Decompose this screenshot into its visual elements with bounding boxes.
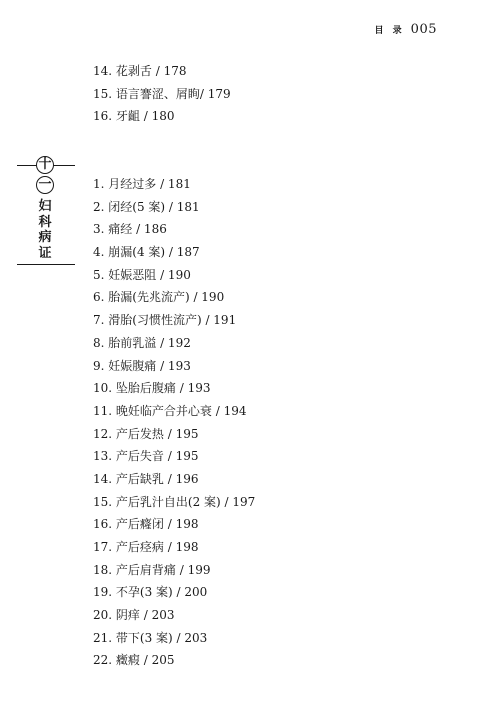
toc-entry: 20. 阴痒 / 203 — [93, 608, 175, 623]
toc-list-continued — [93, 60, 231, 128]
header-label: 目 录 — [374, 26, 405, 36]
page-header — [375, 22, 437, 37]
toc-entry: 5. 妊娠恶阻 / 190 — [93, 267, 191, 282]
toc-entry: 1. 月经过多 / 181 — [93, 177, 191, 191]
section-title: 妇科病证 — [38, 199, 52, 261]
toc-entry: 6. 胎漏(先兆流产) / 190 — [93, 290, 225, 305]
toc-entry: 12. 产后发热 / 195 — [93, 426, 199, 441]
toc-entry: 9. 妊娠腹痛 / 193 — [93, 358, 191, 373]
section-number-bottom: 一 — [36, 176, 54, 194]
toc-entry: 2. 闭经(5 案) / 181 — [93, 199, 200, 214]
section-heading — [17, 154, 75, 266]
toc-entry: 16. 产后癃闭 / 198 — [93, 517, 199, 532]
toc-entry: 13. 产后失音 / 195 — [93, 449, 199, 464]
section-rule-bottom — [17, 264, 75, 265]
section-number-top: 十 — [36, 156, 54, 174]
toc-entry: 15. 语言謇涩、屑眴/ 179 — [93, 86, 231, 101]
toc-entry: 11. 晚妊临产合并心衰 / 194 — [93, 403, 247, 418]
toc-entry: 7. 滑胎(习惯性流产) / 191 — [93, 313, 237, 328]
toc-entry: 21. 带下(3 案) / 203 — [93, 630, 208, 645]
toc-entry: 4. 崩漏(4 案) / 187 — [93, 245, 200, 260]
toc-entry: 14. 花剥舌 / 178 — [93, 64, 187, 78]
toc-entry: 16. 牙齟 / 180 — [93, 109, 175, 124]
toc-entry: 14. 产后缺乳 / 196 — [93, 471, 199, 486]
toc-entry: 17. 产后痉病 / 198 — [93, 540, 199, 554]
page-number: 005 — [410, 22, 437, 37]
toc-entry: 15. 产后乳汁自出(2 案) / 197 — [93, 494, 256, 509]
toc-entry: 18. 产后肩背痛 / 199 — [93, 562, 211, 577]
toc-entry: 3. 痛经 / 186 — [93, 222, 167, 237]
toc-entry: 10. 坠胎后腹痛 / 193 — [93, 381, 211, 396]
toc-entry: 8. 胎前乳溢 / 192 — [93, 335, 191, 350]
toc-entry: 22. 癥瘕 / 205 — [93, 653, 175, 668]
toc-entry: 19. 不孕(3 案) / 200 — [93, 585, 208, 600]
toc-list-section — [93, 173, 255, 672]
